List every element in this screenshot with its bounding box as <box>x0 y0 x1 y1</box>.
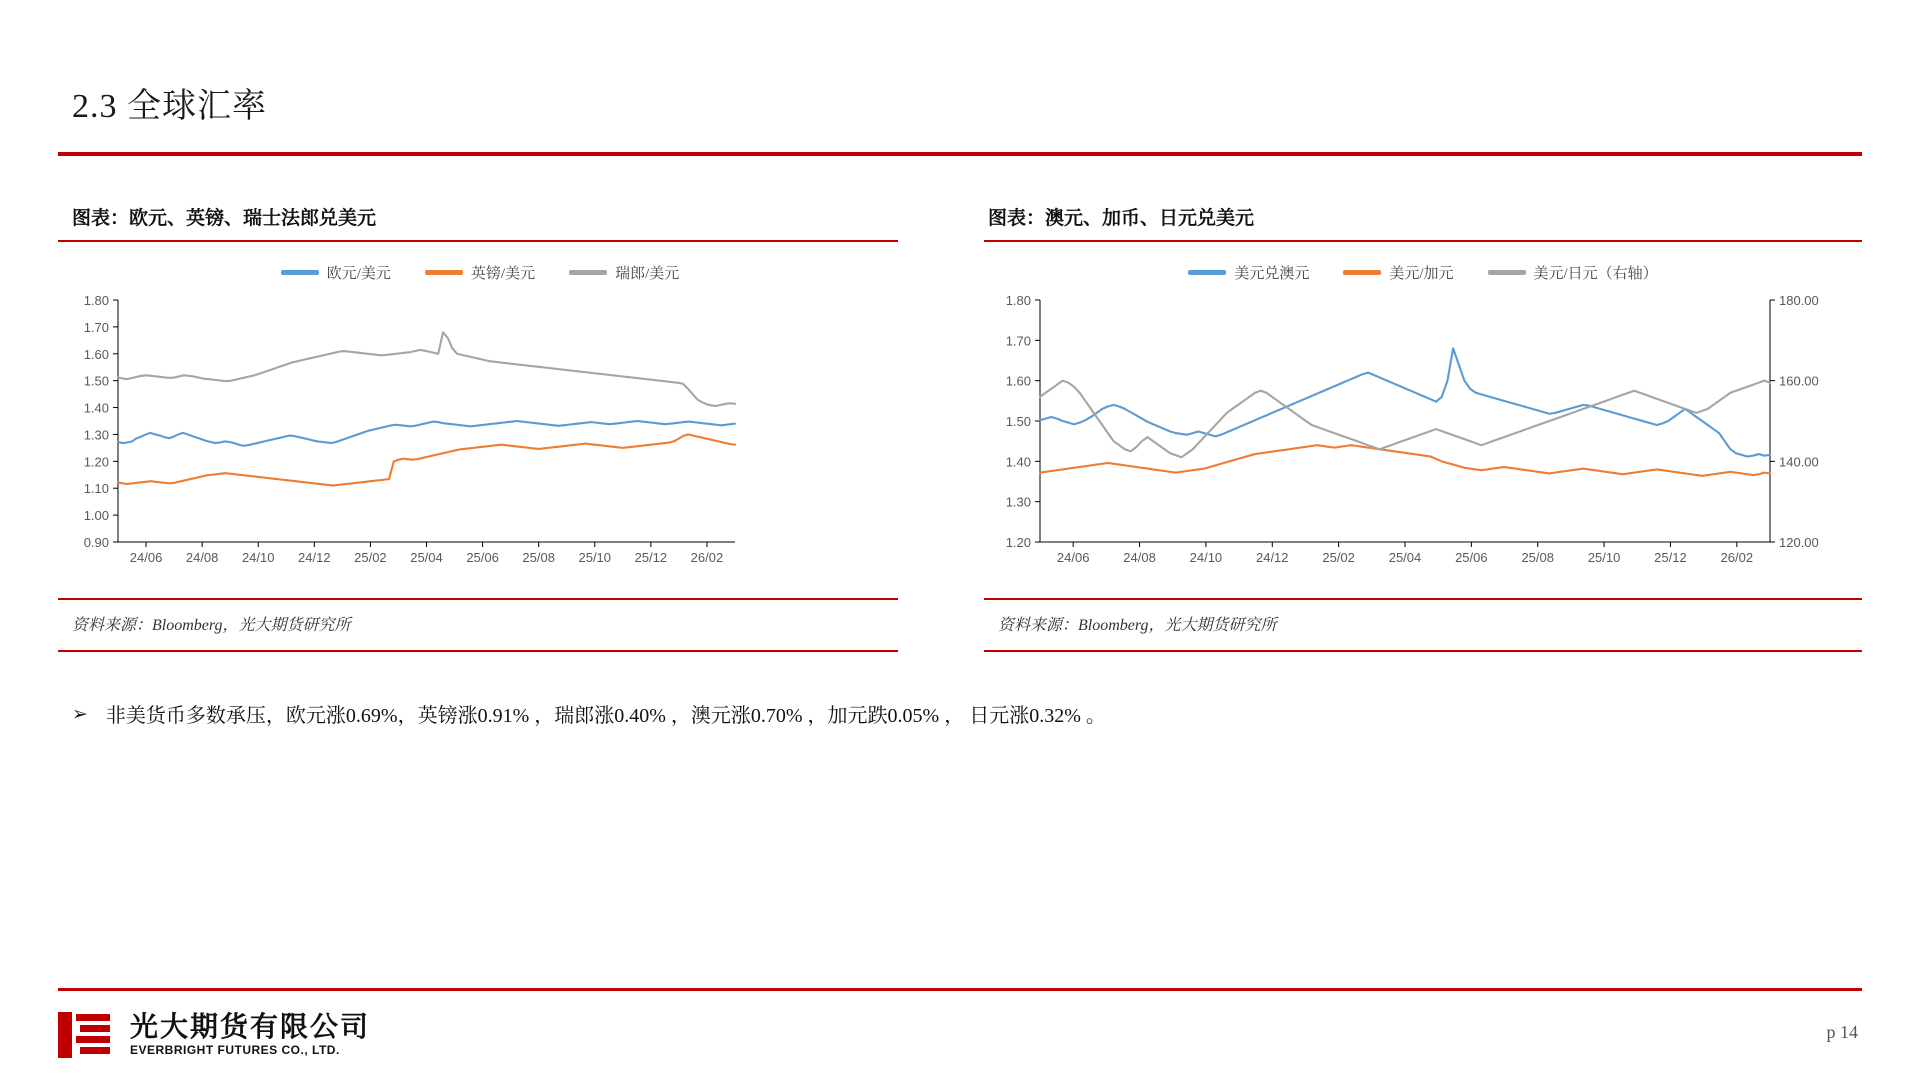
svg-text:1.20: 1.20 <box>83 454 109 470</box>
footer-company-en: EVERBRIGHT FUTURES CO., LTD. <box>130 1042 340 1057</box>
right-caption-divider <box>984 240 1862 242</box>
svg-text:24/12: 24/12 <box>298 550 331 565</box>
left-chart-caption: 图表：欧元、英镑、瑞士法郎兑美元 <box>72 208 377 229</box>
legend-item <box>425 262 535 283</box>
svg-text:120.00: 120.00 <box>1779 535 1819 550</box>
legend-item <box>1343 262 1453 283</box>
svg-text:25/06: 25/06 <box>1455 550 1488 565</box>
legend-item <box>569 262 679 283</box>
legend-label: 美元/日元（右轴） <box>1533 265 1658 282</box>
svg-text:1.40: 1.40 <box>1005 454 1031 470</box>
legend-item <box>1188 262 1309 283</box>
svg-text:24/12: 24/12 <box>1255 550 1289 565</box>
svg-text:25/02: 25/02 <box>1322 550 1355 565</box>
legend-label: 瑞郎/美元 <box>615 265 680 282</box>
footer-logo <box>58 1012 370 1058</box>
summary-bullet <box>72 702 1812 730</box>
right-source-text: 资料来源：Bloomberg，光大期货研究所 <box>998 617 1277 634</box>
svg-text:1.60: 1.60 <box>1005 373 1031 389</box>
svg-text:1.80: 1.80 <box>1005 293 1031 308</box>
svg-text:25/12: 25/12 <box>1654 550 1687 565</box>
left-plot-area <box>60 290 900 578</box>
svg-text:25/12: 25/12 <box>634 550 668 565</box>
svg-text:1.00: 1.00 <box>83 508 109 524</box>
right-source-divider-top <box>984 598 1862 600</box>
svg-text:25/02: 25/02 <box>354 550 387 565</box>
legend-label: 美元/加元 <box>1389 265 1454 282</box>
legend-swatch-icon <box>1488 270 1526 275</box>
left-source-divider-bottom <box>58 650 898 652</box>
svg-text:25/10: 25/10 <box>1587 550 1621 565</box>
right-source-divider-bottom <box>984 650 1862 652</box>
legend-swatch-icon <box>281 270 319 275</box>
svg-text:25/04: 25/04 <box>410 550 443 565</box>
footer-divider <box>58 988 1862 991</box>
left-source-text: 资料来源：Bloomberg，光大期货研究所 <box>72 617 351 634</box>
svg-text:25/08: 25/08 <box>522 550 555 565</box>
header-divider <box>58 152 1862 156</box>
svg-text:1.20: 1.20 <box>1005 535 1031 550</box>
svg-text:25/10: 25/10 <box>578 550 612 565</box>
svg-text:1.30: 1.30 <box>83 427 109 443</box>
svg-text:1.40: 1.40 <box>83 400 109 416</box>
svg-text:24/06: 24/06 <box>1056 550 1090 565</box>
svg-text:26/02: 26/02 <box>1720 550 1754 565</box>
svg-text:25/06: 25/06 <box>466 550 499 565</box>
left-chart <box>60 258 900 578</box>
left-source-divider-top <box>58 598 898 600</box>
svg-text:25/08: 25/08 <box>1521 550 1555 565</box>
svg-text:1.60: 1.60 <box>83 346 109 362</box>
right-chart <box>984 258 1862 578</box>
right-plot-area <box>984 290 1862 578</box>
svg-text:1.10: 1.10 <box>83 481 109 497</box>
footer-company-cn: 光大期货有限公司 <box>130 1012 371 1044</box>
left-caption-divider <box>58 240 898 242</box>
left-chart-legend <box>60 258 900 286</box>
legend-label: 英镑/美元 <box>470 265 536 282</box>
legend-label: 美元兑澳元 <box>1234 265 1310 282</box>
legend-swatch-icon <box>1188 270 1226 275</box>
svg-text:24/06: 24/06 <box>129 550 163 565</box>
svg-text:1.80: 1.80 <box>83 293 109 308</box>
everbright-logo-icon <box>58 1012 116 1058</box>
svg-text:1.70: 1.70 <box>1005 333 1031 349</box>
svg-text:25/04: 25/04 <box>1388 550 1422 565</box>
footer-company <box>130 1013 370 1056</box>
legend-swatch-icon <box>1343 270 1381 275</box>
left-chart-svg <box>60 290 900 578</box>
legend-item <box>281 262 391 283</box>
svg-text:24/08: 24/08 <box>1123 550 1156 565</box>
page-title: 2.3 全球汇率 <box>72 88 267 125</box>
right-chart-legend <box>984 258 1862 286</box>
right-chart-caption: 图表：澳元、加币、日元兑美元 <box>988 208 1255 229</box>
legend-swatch-icon <box>425 270 463 275</box>
svg-text:0.90: 0.90 <box>83 535 109 550</box>
right-chart-svg <box>984 290 1862 578</box>
svg-text:180.00: 180.00 <box>1779 293 1819 308</box>
page-number: p 14 <box>1826 1022 1858 1042</box>
svg-text:1.70: 1.70 <box>83 319 109 335</box>
svg-text:140.00: 140.00 <box>1779 454 1819 470</box>
svg-text:26/02: 26/02 <box>690 550 724 565</box>
svg-text:24/08: 24/08 <box>185 550 219 565</box>
legend-item <box>1488 262 1658 283</box>
legend-label: 欧元/美元 <box>326 265 391 282</box>
bullet-marker-icon: ➢ <box>72 704 88 725</box>
svg-text:1.50: 1.50 <box>1005 414 1031 429</box>
svg-text:1.30: 1.30 <box>1005 494 1031 510</box>
bullet-text: 非美货币多数承压，欧元涨0.69%，英镑涨0.91% ，瑞郎涨0.40% ，澳元涨0.70% ，加元跌0.05% ， 日元涨0.32% 。 <box>105 705 1106 727</box>
legend-swatch-icon <box>569 270 607 275</box>
svg-text:160.00: 160.00 <box>1779 373 1819 389</box>
svg-text:1.50: 1.50 <box>83 373 109 389</box>
svg-text:24/10: 24/10 <box>1189 550 1223 565</box>
svg-text:24/10: 24/10 <box>241 550 275 565</box>
